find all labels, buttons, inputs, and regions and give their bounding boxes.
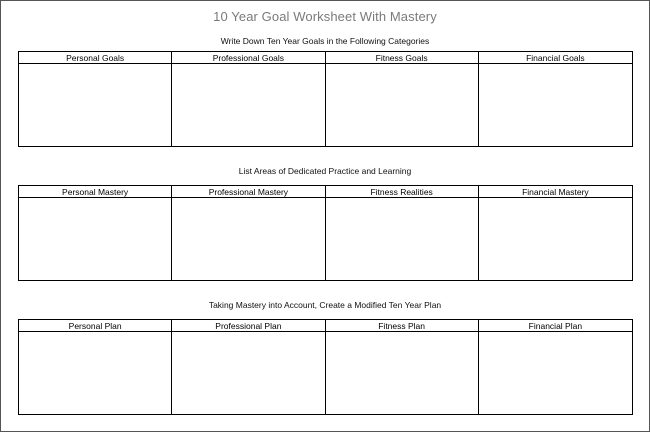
column-header-financial-plan: Financial Plan <box>479 320 632 332</box>
professional-goals-cell[interactable] <box>172 64 325 146</box>
section-heading-plan: Taking Mastery into Account, Create a Modified Ten Year Plan <box>208 300 442 310</box>
page-title: 10 Year Goal Worksheet With Mastery <box>213 9 437 24</box>
column-header-fitness-realities: Fitness Realities <box>326 186 479 198</box>
column-header-fitness-goals: Fitness Goals <box>326 52 479 64</box>
column-header-professional-goals: Professional Goals <box>172 52 325 64</box>
section-heading-mastery: List Areas of Dedicated Practice and Learning <box>238 166 412 176</box>
column-header-professional-mastery: Professional Mastery <box>172 186 325 198</box>
financial-mastery-cell[interactable] <box>479 198 632 280</box>
personal-mastery-cell[interactable] <box>19 198 172 280</box>
financial-goals-cell[interactable] <box>479 64 632 146</box>
personal-plan-cell[interactable] <box>19 332 172 414</box>
column-header-financial-goals: Financial Goals <box>479 52 632 64</box>
section-heading-goals: Write Down Ten Year Goals in the Following Categories <box>220 36 430 46</box>
column-header-personal-goals: Personal Goals <box>19 52 172 64</box>
column-header-financial-mastery: Financial Mastery <box>479 186 632 198</box>
plan-table <box>18 319 633 415</box>
column-header-fitness-plan: Fitness Plan <box>326 320 479 332</box>
financial-plan-cell[interactable] <box>479 332 632 414</box>
fitness-goals-cell[interactable] <box>326 64 479 146</box>
professional-mastery-cell[interactable] <box>172 198 325 280</box>
professional-plan-cell[interactable] <box>172 332 325 414</box>
column-header-personal-mastery: Personal Mastery <box>19 186 172 198</box>
fitness-realities-cell[interactable] <box>326 198 479 280</box>
column-header-professional-plan: Professional Plan <box>172 320 325 332</box>
column-header-personal-plan: Personal Plan <box>19 320 172 332</box>
goals-table <box>18 51 633 147</box>
fitness-plan-cell[interactable] <box>326 332 479 414</box>
mastery-table <box>18 185 633 281</box>
personal-goals-cell[interactable] <box>19 64 172 146</box>
